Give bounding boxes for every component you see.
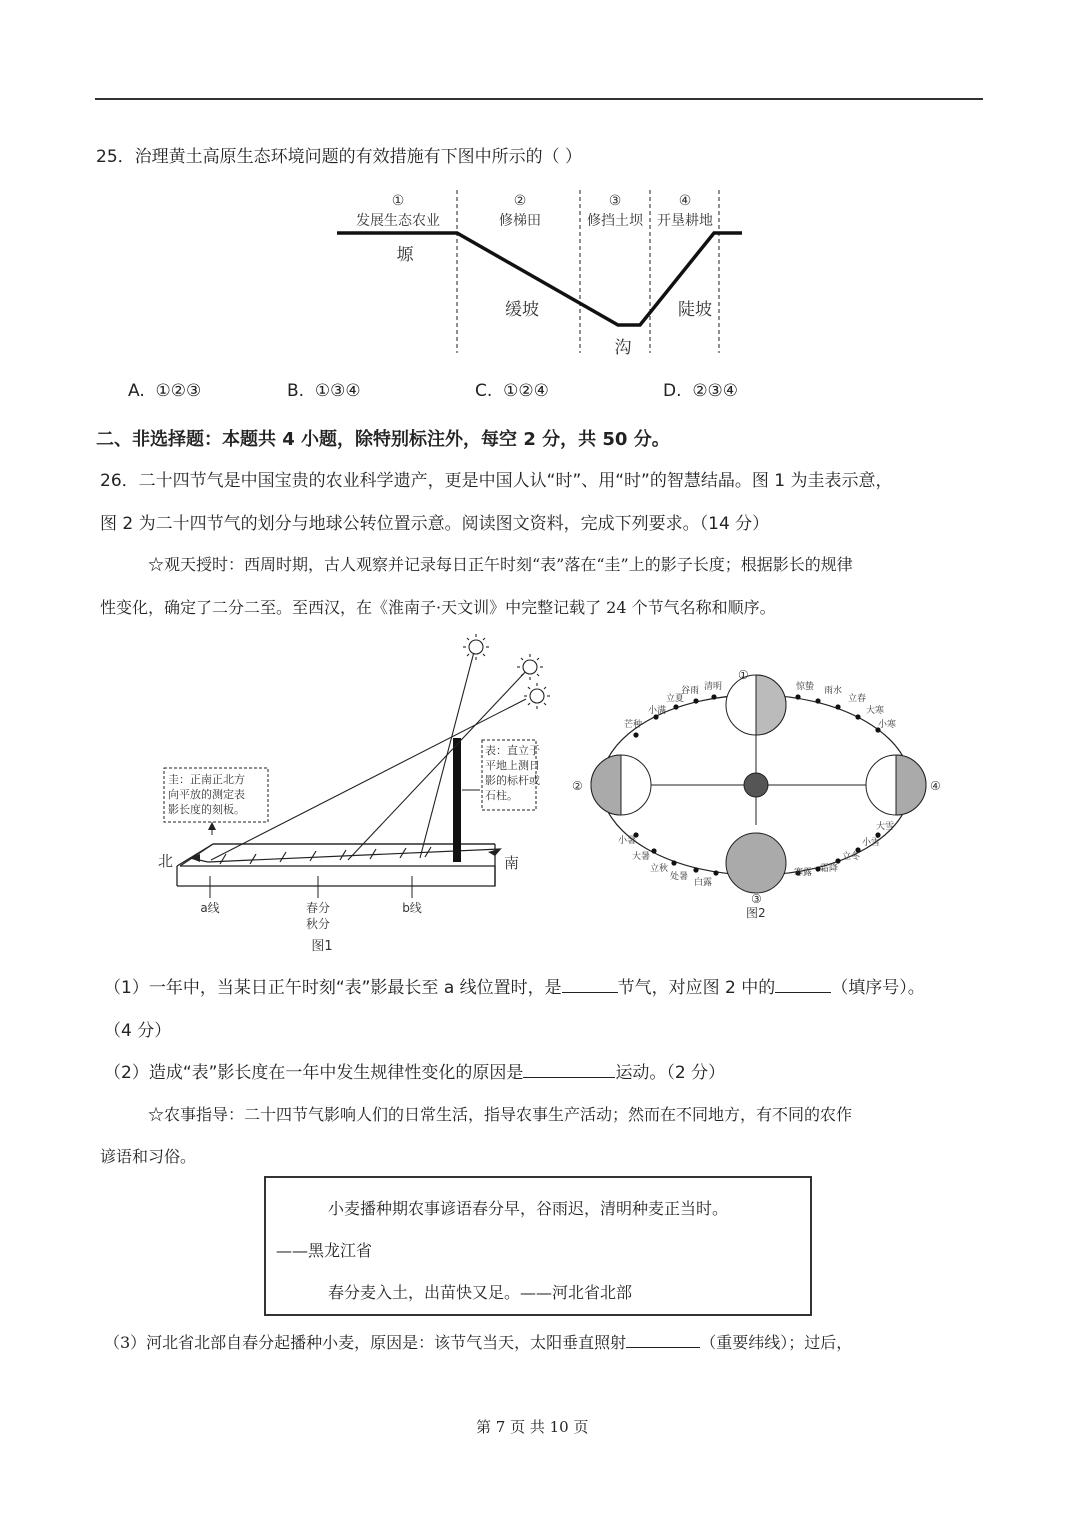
- page-footer: 第 7 页 共 10 页: [476, 1418, 589, 1436]
- biao-note-1: 表：直立于: [485, 744, 540, 757]
- answer-blank-2[interactable]: [775, 978, 831, 993]
- pos3-label: ③: [751, 892, 762, 906]
- pos1-label: ①: [738, 668, 749, 682]
- sub1-line: （1）一年中，当某日正午时刻“表”影最长至 a 线位置时，是 节气，对应图 2 中的 （填序号）。: [104, 978, 925, 998]
- sub1-score: （4 分）: [104, 1021, 172, 1041]
- sec3-label: 修挡土坝: [587, 213, 643, 229]
- gentle-slope-label: 缓坡: [505, 300, 539, 320]
- figure-1-caption: 图1: [311, 939, 333, 954]
- material1-line1: ☆观天授时：西周时期，古人观察并记录每日正午时刻“表”落在“圭”上的影子长度；根据影长的规律: [148, 555, 853, 574]
- term-yushui: 雨水: [824, 686, 843, 696]
- section-2-title: 二、非选择题：本题共 4 小题，除特别标注外，每空 2 分，共 50 分。: [96, 429, 670, 450]
- option-c: C. ①②④: [475, 381, 549, 401]
- answer-blank-1[interactable]: [562, 978, 618, 993]
- sun-icon: [524, 683, 550, 709]
- biao-note-4: 石柱。: [485, 789, 518, 802]
- option-a: A. ①②③: [128, 381, 202, 401]
- material2-line2: 谚语和习俗。: [100, 1147, 197, 1166]
- material1-line2: 性变化，确定了二分二至。至西汉，在《淮南子·天文训》中完整记载了 24 个节气名称和顺序。: [100, 598, 776, 617]
- yuan-label: 塬: [396, 245, 414, 265]
- pos2-label: ②: [572, 779, 583, 793]
- equinox-autumn-label: 秋分: [305, 917, 331, 931]
- figure-1-gnomon: [150, 630, 550, 960]
- term-xiaoman: 小满: [648, 706, 667, 716]
- a-line-label: a线: [200, 901, 220, 915]
- sec1-label: 发展生态农业: [356, 213, 440, 229]
- steep-slope-label: 陡坡: [678, 300, 712, 320]
- earth-pos3-icon: [726, 833, 786, 893]
- term-lichun: 立春: [848, 694, 867, 704]
- proverb-line1: 小麦播种期农事谚语春分早，谷雨迟，清明种麦正当时。: [328, 1199, 729, 1218]
- gully-label: 沟: [614, 338, 632, 358]
- term-bailu: 白露: [694, 878, 713, 888]
- q25-terrain-diagram: [330, 185, 750, 365]
- answer-blank-3[interactable]: [523, 1063, 615, 1078]
- sec3-num: ③: [608, 193, 622, 209]
- term-lidong: 立冬: [842, 852, 861, 862]
- proverb-line2: ——黑龙江省: [276, 1241, 373, 1260]
- material2-line1: ☆农事指导：二十四节气影响人们的日常生活，指导农事生产活动；然而在不同地方，有不同的农作: [148, 1105, 853, 1124]
- figure-2-orbit: [566, 665, 946, 925]
- term-hanlu: 寒露: [794, 868, 813, 878]
- sec2-label: 修梯田: [499, 213, 541, 229]
- term-daxue: 大雪: [876, 822, 895, 832]
- term-xiaohan: 小寒: [878, 720, 897, 730]
- sub2-line: （2）造成“表”影长度在一年中发生规律性变化的原因是 运动。（2 分）: [104, 1063, 726, 1083]
- answer-blank-4[interactable]: [626, 1333, 700, 1348]
- q25-stem: 25．治理黄土高原生态环境问题的有效措施有下图中所示的（ ）: [96, 147, 583, 167]
- term-qingming: 清明: [704, 682, 723, 692]
- biao-note-2: 平地上测日: [485, 759, 540, 772]
- header-rule: [95, 98, 983, 100]
- term-shuangjiang: 霜降: [820, 864, 839, 874]
- equinox-spring-label: 春分: [305, 901, 331, 915]
- term-dashu: 大暑: [632, 852, 651, 862]
- gui-note-3: 影长度的刻板。: [168, 803, 245, 816]
- option-d: D. ②③④: [663, 381, 739, 401]
- gui-note-2: 向平放的测定表: [168, 788, 245, 801]
- sec2-num: ②: [513, 193, 527, 209]
- proverb-line3: 春分麦入土，出苗快又足。——河北省北部: [328, 1283, 633, 1302]
- term-liqiu: 立秋: [650, 864, 669, 874]
- term-mangzhong: 芒种: [624, 720, 643, 730]
- sub3-line: （3）河北省北部自春分起播种小麦，原因是：该节气当天，太阳垂直照射 （重要纬线）；过后，: [104, 1333, 853, 1352]
- sun-icon: [463, 634, 489, 660]
- term-lixia: 立夏: [666, 694, 685, 704]
- term-guyu: 谷雨: [681, 686, 700, 696]
- proverb-box: [264, 1176, 812, 1316]
- south-label: 南: [504, 854, 520, 872]
- term-chushu: 处暑: [670, 872, 689, 882]
- figure-2-caption: 图2: [746, 906, 766, 920]
- b-line-label: b线: [402, 901, 422, 915]
- q26-line2: 图 2 为二十四节气的划分与地球公转位置示意。阅读图文资料，完成下列要求。（14 分）: [100, 514, 770, 534]
- pos4-label: ④: [930, 779, 941, 793]
- option-b: B. ①③④: [287, 381, 361, 401]
- term-xiaoxue: 小雪: [862, 838, 881, 848]
- term-dahan: 大寒: [866, 706, 885, 716]
- term-xiaoshu: 小暑: [618, 836, 637, 846]
- q26-line1: 26．二十四节气是中国宝贵的农业科学遗产，更是中国人认“时”、用“时”的智慧结晶。图 1 为圭表示意，: [100, 471, 893, 491]
- north-label: 北: [158, 852, 174, 870]
- sec1-num: ①: [391, 193, 405, 209]
- sun-icon: [744, 773, 768, 797]
- term-jingzhe: 惊蛰: [796, 682, 815, 692]
- biao-note-3: 影的标杆或: [485, 774, 540, 787]
- sec4-num: ④: [678, 193, 692, 209]
- sec4-label: 开垦耕地: [657, 213, 713, 229]
- gui-note-1: 圭：正南正北方: [168, 773, 245, 786]
